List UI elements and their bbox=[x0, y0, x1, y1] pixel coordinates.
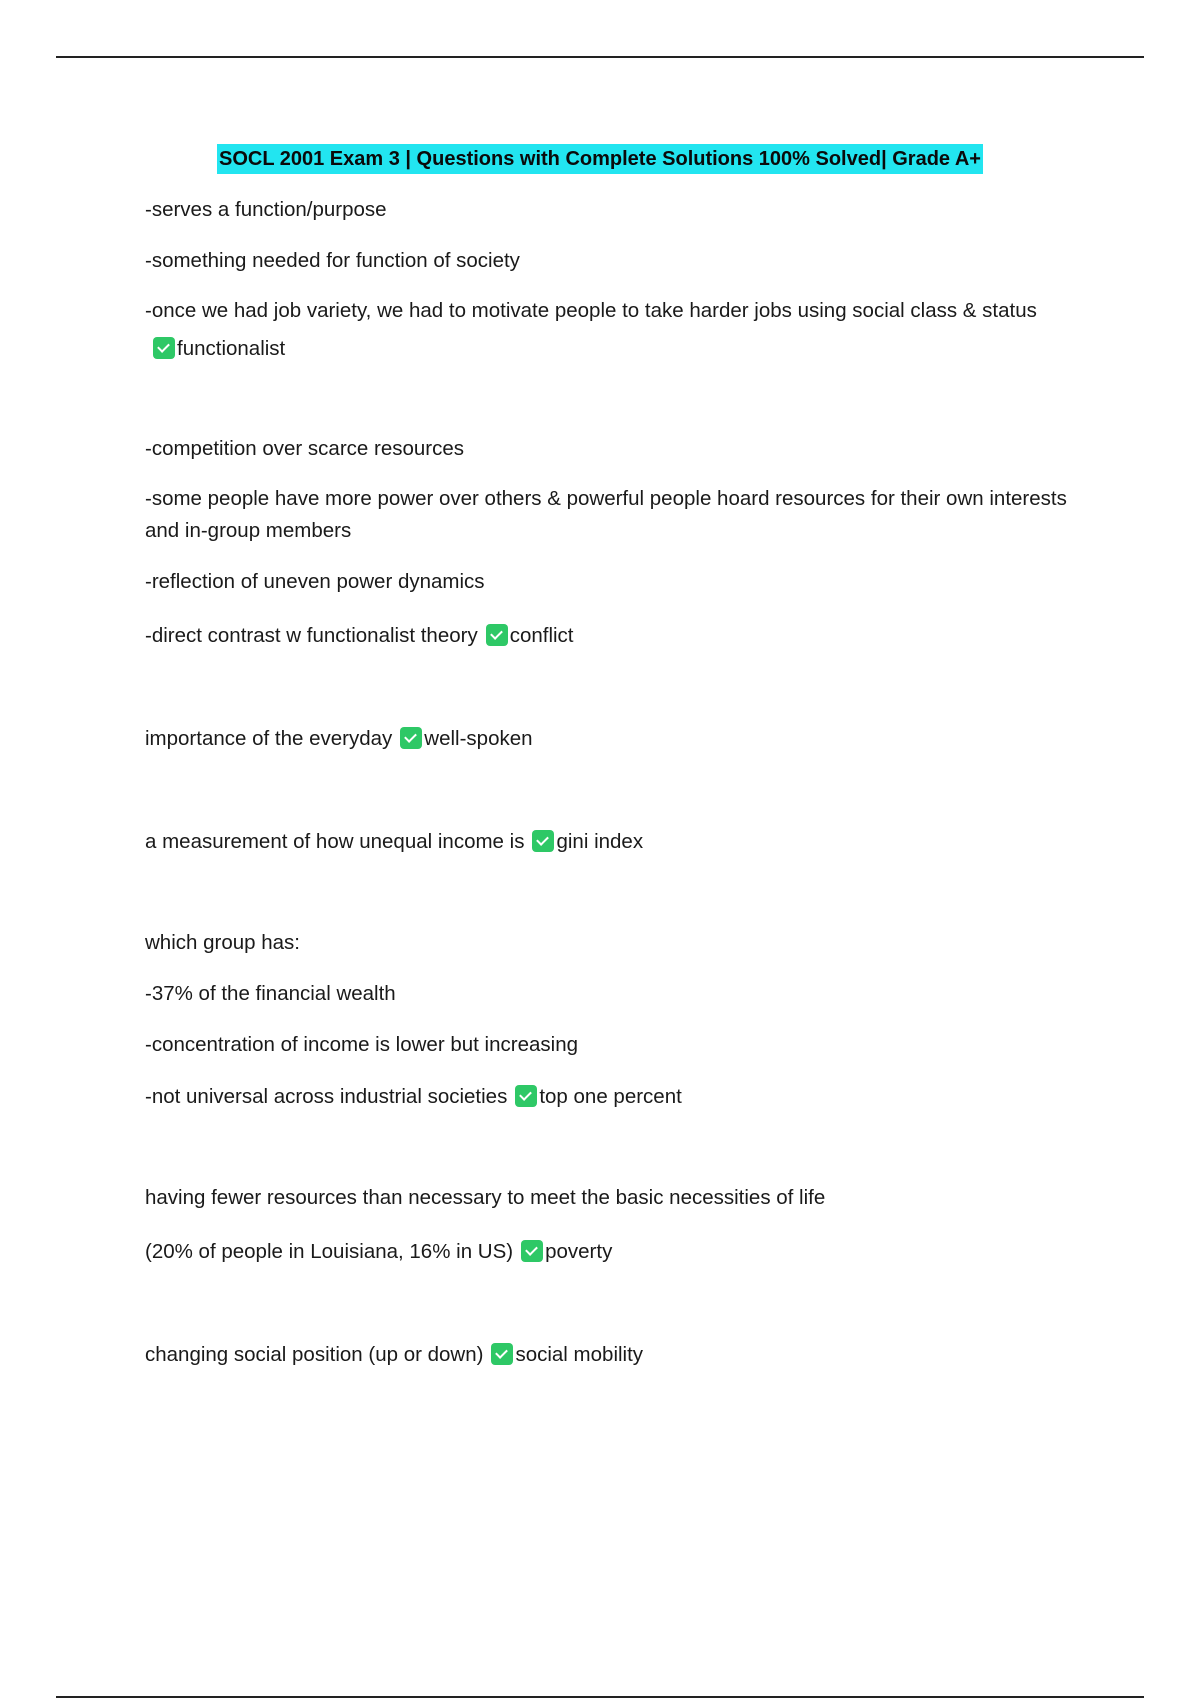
question-line: -something needed for function of society bbox=[145, 249, 520, 272]
question-line: importance of the everyday bbox=[145, 727, 393, 750]
check-icon bbox=[521, 1240, 543, 1262]
answer-text: well-spoken bbox=[424, 727, 533, 750]
question-line-with-answer bbox=[145, 825, 1075, 859]
answer-text: gini index bbox=[556, 830, 644, 853]
question-line: -direct contrast w functionalist theory bbox=[145, 624, 478, 647]
check-icon bbox=[486, 624, 508, 646]
header-rule bbox=[56, 56, 1144, 58]
question-line: which group has: bbox=[145, 931, 300, 954]
document-title: SOCL 2001 Exam 3 | Questions with Complete Solutions 100% Solved| Grade A+ bbox=[217, 144, 983, 174]
question-line: a measurement of how unequal income is bbox=[145, 830, 525, 853]
question-line-with-answer bbox=[145, 1338, 1075, 1372]
question-line: -not universal across industrial societies bbox=[145, 1085, 508, 1108]
question-line: changing social position (up or down) bbox=[145, 1343, 484, 1366]
question-line: -some people have more power over others & powerful people hoard resources for their own interests and in-group members bbox=[145, 487, 1067, 542]
question-line: -concentration of income is lower but increasing bbox=[145, 1033, 578, 1056]
check-icon bbox=[515, 1085, 537, 1107]
question-line: -competition over scarce resources bbox=[145, 437, 465, 460]
check-icon bbox=[532, 830, 554, 852]
question-line: -once we had job variety, we had to motivate people to take harder jobs using social class & status bbox=[145, 299, 1037, 322]
answer-text: poverty bbox=[545, 1240, 613, 1263]
answer-text: conflict bbox=[509, 624, 574, 647]
question-line-with-answer bbox=[145, 619, 1075, 653]
question-line: (20% of people in Louisiana, 16% in US) bbox=[145, 1240, 514, 1263]
check-icon bbox=[153, 337, 175, 359]
answer-text: social mobility bbox=[515, 1343, 644, 1366]
question-line-with-answer bbox=[145, 292, 1065, 368]
question-line: -37% of the financial wealth bbox=[145, 982, 396, 1005]
question-line-with-answer bbox=[145, 722, 1075, 756]
footer-rule bbox=[56, 1696, 1144, 1698]
question-line: having fewer resources than necessary to meet the basic necessities of life bbox=[145, 1186, 826, 1209]
question-line: -serves a function/purpose bbox=[145, 198, 387, 221]
check-icon bbox=[400, 727, 422, 749]
check-icon bbox=[491, 1343, 513, 1365]
title-container bbox=[0, 144, 1200, 174]
answer-text: top one percent bbox=[539, 1085, 682, 1108]
answer-text: functionalist bbox=[177, 337, 286, 360]
question-line-with-answer bbox=[145, 1080, 1075, 1114]
question-line: -reflection of uneven power dynamics bbox=[145, 570, 485, 593]
question-line-with-answer bbox=[145, 1235, 1075, 1269]
